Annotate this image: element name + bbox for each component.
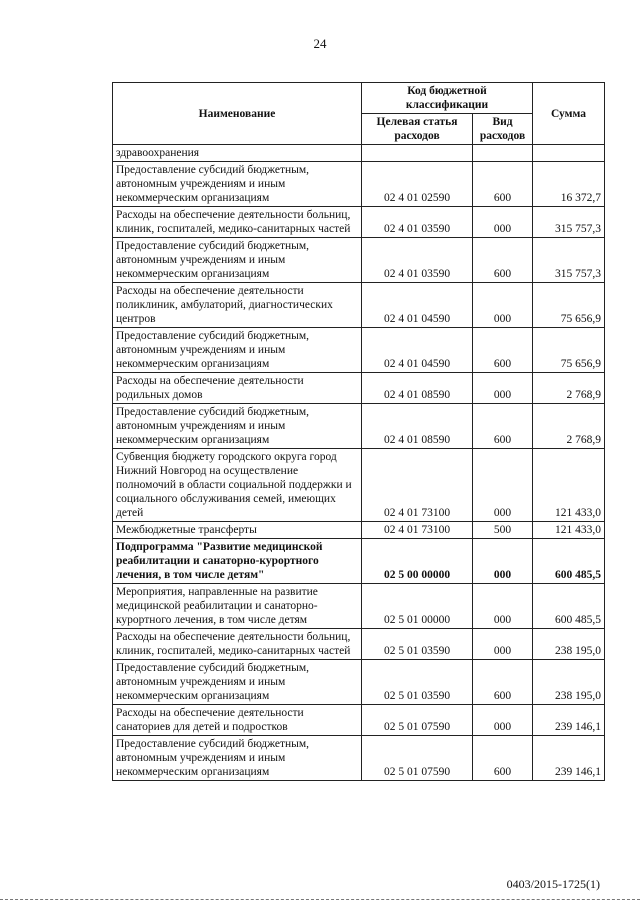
table-row bbox=[113, 522, 605, 539]
table-row bbox=[113, 207, 605, 238]
row-kind-cell: 000 bbox=[473, 283, 533, 328]
table-row bbox=[113, 736, 605, 781]
row-name-cell: Предоставление субсидий бюджетным, автономным учреждениям и иным некоммерческим организациям bbox=[113, 328, 362, 373]
row-name-cell: Предоставление субсидий бюджетным, автономным учреждениям и иным некоммерческим организациям bbox=[113, 238, 362, 283]
row-name-cell: Предоставление субсидий бюджетным, автономным учреждениям и иным некоммерческим организациям bbox=[113, 736, 362, 781]
table-row bbox=[113, 404, 605, 449]
row-name-cell: Расходы на обеспечение деятельности поликлиник, амбулаторий, диагностических центров bbox=[113, 283, 362, 328]
row-name-cell: Межбюджетные трансферты bbox=[113, 522, 362, 539]
row-name-cell: Расходы на обеспечение деятельности больниц, клиник, госпиталей, медико-санитарных частей bbox=[113, 629, 362, 660]
table-row bbox=[113, 283, 605, 328]
row-sum-cell: 600 485,5 bbox=[533, 584, 605, 629]
row-kind-cell: 600 bbox=[473, 660, 533, 705]
row-kind-cell: 000 bbox=[473, 207, 533, 238]
row-code-cell: 02 4 01 04590 bbox=[362, 283, 473, 328]
row-sum-cell: 315 757,3 bbox=[533, 207, 605, 238]
table-row bbox=[113, 145, 605, 162]
row-code-cell: 02 4 01 73100 bbox=[362, 522, 473, 539]
table-row bbox=[113, 705, 605, 736]
row-kind-cell: 000 bbox=[473, 705, 533, 736]
budget-table bbox=[112, 82, 605, 781]
row-kind-cell: 600 bbox=[473, 736, 533, 781]
row-sum-cell: 75 656,9 bbox=[533, 328, 605, 373]
row-name-cell: Расходы на обеспечение деятельности санаториев для детей и подростков bbox=[113, 705, 362, 736]
row-code-cell: 02 5 01 03590 bbox=[362, 660, 473, 705]
row-sum-cell bbox=[533, 145, 605, 162]
row-sum-cell: 121 433,0 bbox=[533, 449, 605, 522]
row-kind-cell bbox=[473, 145, 533, 162]
row-kind-cell: 000 bbox=[473, 584, 533, 629]
row-kind-cell: 600 bbox=[473, 328, 533, 373]
row-sum-cell: 75 656,9 bbox=[533, 283, 605, 328]
row-sum-cell: 121 433,0 bbox=[533, 522, 605, 539]
table-row bbox=[113, 629, 605, 660]
row-kind-cell: 000 bbox=[473, 373, 533, 404]
row-code-cell: 02 4 01 08590 bbox=[362, 404, 473, 449]
table-row bbox=[113, 539, 605, 584]
row-code-cell: 02 4 01 02590 bbox=[362, 162, 473, 207]
row-name-cell: Расходы на обеспечение деятельности больниц, клиник, госпиталей, медико-санитарных частей bbox=[113, 207, 362, 238]
row-code-cell: 02 5 01 07590 bbox=[362, 705, 473, 736]
scan-edge-divider bbox=[0, 899, 640, 900]
row-code-cell: 02 4 01 03590 bbox=[362, 238, 473, 283]
row-code-cell: 02 4 01 08590 bbox=[362, 373, 473, 404]
row-name-cell: Расходы на обеспечение деятельности родильных домов bbox=[113, 373, 362, 404]
row-code-cell bbox=[362, 145, 473, 162]
row-kind-cell: 500 bbox=[473, 522, 533, 539]
row-kind-cell: 600 bbox=[473, 238, 533, 283]
table-row bbox=[113, 373, 605, 404]
row-code-cell: 02 5 01 03590 bbox=[362, 629, 473, 660]
row-sum-cell: 2 768,9 bbox=[533, 373, 605, 404]
row-sum-cell: 16 372,7 bbox=[533, 162, 605, 207]
row-name-cell: Предоставление субсидий бюджетным, автономным учреждениям и иным некоммерческим организациям bbox=[113, 404, 362, 449]
table-row bbox=[113, 584, 605, 629]
row-sum-cell: 239 146,1 bbox=[533, 736, 605, 781]
row-sum-cell: 238 195,0 bbox=[533, 629, 605, 660]
header-code-group: Код бюджетной классификации bbox=[362, 83, 533, 114]
row-code-cell: 02 5 00 00000 bbox=[362, 539, 473, 584]
row-name-cell: Подпрограмма "Развитие медицинской реабилитации и санаторно-курортного лечения, в том числе детям" bbox=[113, 539, 362, 584]
row-code-cell: 02 5 01 00000 bbox=[362, 584, 473, 629]
header-name: Наименование bbox=[113, 83, 362, 145]
header-sum: Сумма bbox=[533, 83, 605, 145]
row-sum-cell: 238 195,0 bbox=[533, 660, 605, 705]
page-number: 24 bbox=[313, 36, 327, 51]
table-row bbox=[113, 449, 605, 522]
row-kind-cell: 600 bbox=[473, 162, 533, 207]
table-row bbox=[113, 162, 605, 207]
table-row bbox=[113, 328, 605, 373]
table-row bbox=[113, 660, 605, 705]
row-code-cell: 02 4 01 04590 bbox=[362, 328, 473, 373]
row-kind-cell: 000 bbox=[473, 539, 533, 584]
document-id: 0403/2015-1725(1) bbox=[506, 877, 600, 891]
row-sum-cell: 239 146,1 bbox=[533, 705, 605, 736]
header-expense-type: Вид расходов bbox=[473, 114, 533, 145]
row-sum-cell: 600 485,5 bbox=[533, 539, 605, 584]
row-kind-cell: 600 bbox=[473, 404, 533, 449]
row-name-cell: Субвенция бюджету городского округа город Нижний Новгород на осуществление полномочий в области социальной поддержки и социального обслуживания семей, имеющих детей bbox=[113, 449, 362, 522]
row-name-cell: здравоохранения bbox=[113, 145, 362, 162]
row-code-cell: 02 5 01 07590 bbox=[362, 736, 473, 781]
row-name-cell: Предоставление субсидий бюджетным, автономным учреждениям и иным некоммерческим организациям bbox=[113, 162, 362, 207]
row-sum-cell: 2 768,9 bbox=[533, 404, 605, 449]
row-kind-cell: 000 bbox=[473, 449, 533, 522]
row-kind-cell: 000 bbox=[473, 629, 533, 660]
row-name-cell: Предоставление субсидий бюджетным, автономным учреждениям и иным некоммерческим организациям bbox=[113, 660, 362, 705]
table-row bbox=[113, 238, 605, 283]
row-sum-cell: 315 757,3 bbox=[533, 238, 605, 283]
row-code-cell: 02 4 01 73100 bbox=[362, 449, 473, 522]
header-target-article: Целевая статья расходов bbox=[362, 114, 473, 145]
row-code-cell: 02 4 01 03590 bbox=[362, 207, 473, 238]
row-name-cell: Мероприятия, направленные на развитие медицинской реабилитации и санаторно-курортного лечения, в том числе детям bbox=[113, 584, 362, 629]
table-body bbox=[113, 145, 605, 781]
